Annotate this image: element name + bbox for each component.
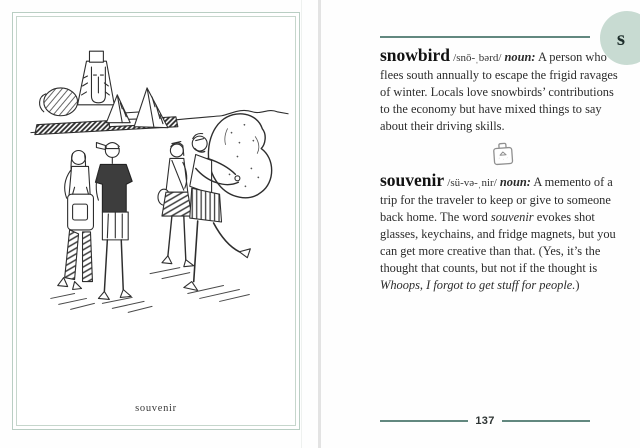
page-number: 137 [475, 415, 495, 427]
entry-definition-text: evokes shot glasses, keychains, and fridge magnets, but you can get more creative than that. (Yes, it’s the thought that counts, but not if the thought is [380, 210, 616, 275]
shadow-hatching [51, 293, 95, 309]
entry-pronunciation: /snō-ˌbərd/ [453, 52, 502, 64]
illustration-frame-outer [12, 12, 300, 430]
header-rule [380, 36, 590, 38]
footer-rule-left [380, 420, 468, 422]
entry-definition-italic: souvenir [490, 210, 534, 224]
entry-definition-text: A person who flees south annually to escape the frigid ravages of winter. Locals love snowbirds’ contributions to the economy but have mixed things to say about their driving skills. [380, 50, 618, 133]
entry-part-of-speech: noun: [499, 175, 531, 189]
entry-definition-text: A memento of a trip for the traveler to keep or give to someone back home. The word [380, 175, 613, 224]
entry-headword: souvenir [380, 170, 445, 190]
shadow-hatching [150, 268, 190, 279]
illustration-caption: souvenir [135, 403, 177, 414]
thumb-tab-letter: s [616, 25, 626, 50]
shadow-hatching [188, 286, 250, 302]
tourist-boulder-man [184, 114, 272, 291]
entry-snowbird [380, 47, 625, 135]
illustration-frame-inner [16, 16, 296, 426]
tourist-shoulder-bag-woman [158, 142, 194, 267]
pyramids-sketch [106, 88, 168, 128]
entry-definition-italic: Whoops, I forgot to get stuff for people. [380, 278, 576, 292]
boulder-souvenir [208, 114, 271, 198]
page-edge-line [301, 0, 302, 448]
footer-rule-right [502, 420, 590, 422]
page-number-footer [380, 414, 590, 428]
tourist-cap-man [95, 143, 132, 300]
dictionary-entries [380, 47, 625, 294]
right-page [321, 0, 640, 448]
souvenir-cartoon-illustration [17, 17, 295, 425]
entry-pronunciation: /sü-və-ˌnir/ [447, 177, 497, 189]
suitcase-icon [489, 139, 517, 169]
left-page [0, 0, 318, 448]
entry-part-of-speech: noun: [504, 50, 536, 64]
entry-souvenir [380, 172, 625, 294]
tourist-backpack-woman [58, 151, 94, 290]
entry-divider [380, 139, 625, 169]
entry-definition-text: ) [575, 278, 580, 292]
entry-headword: snowbird [380, 45, 451, 65]
shadow-hatching [102, 297, 152, 312]
